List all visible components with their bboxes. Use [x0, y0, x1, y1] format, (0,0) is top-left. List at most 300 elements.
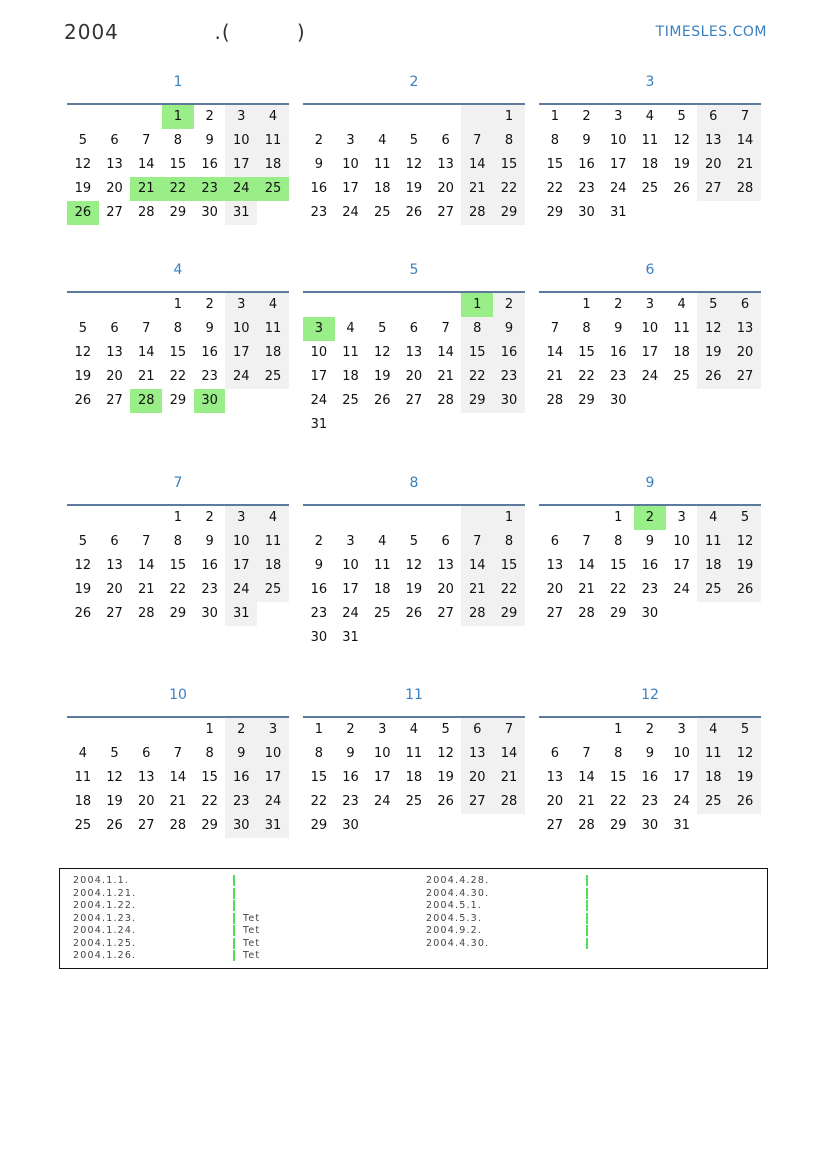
- day-cell[interactable]: 24: [225, 177, 257, 201]
- day-cell[interactable]: 25: [257, 177, 289, 201]
- day-cell[interactable]: 6: [550, 746, 559, 761]
- day-cell[interactable]: 16: [493, 341, 525, 365]
- day-cell[interactable]: 4: [257, 105, 289, 129]
- day-cell[interactable]: 3: [303, 317, 335, 341]
- day-cell[interactable]: 25: [405, 794, 423, 809]
- day-cell[interactable]: 23: [342, 794, 359, 809]
- day-cell[interactable]: 2: [634, 506, 666, 530]
- day-cell[interactable]: 25: [373, 606, 391, 621]
- day-cell[interactable]: 11: [257, 129, 289, 153]
- day-cell[interactable]: 15: [609, 770, 627, 785]
- day-cell[interactable]: 2: [205, 109, 214, 124]
- day-cell[interactable]: 30: [493, 389, 525, 413]
- day-cell[interactable]: 17: [310, 369, 328, 384]
- day-cell[interactable]: 20: [106, 582, 123, 597]
- day-cell[interactable]: 22: [493, 177, 525, 201]
- day-cell[interactable]: 22: [169, 582, 187, 597]
- day-cell[interactable]: 3: [346, 133, 355, 148]
- day-cell[interactable]: 29: [201, 818, 218, 833]
- day-cell[interactable]: 14: [137, 157, 155, 172]
- day-cell[interactable]: 9: [346, 746, 355, 761]
- day-cell[interactable]: 28: [546, 393, 564, 408]
- day-cell[interactable]: 18: [257, 341, 289, 365]
- day-cell[interactable]: 3: [677, 510, 686, 525]
- day-cell[interactable]: 10: [673, 534, 690, 549]
- day-cell[interactable]: 10: [673, 746, 690, 761]
- day-cell[interactable]: 27: [461, 790, 493, 814]
- day-cell[interactable]: 22: [162, 177, 194, 201]
- day-cell[interactable]: 20: [546, 794, 564, 809]
- day-cell[interactable]: 22: [310, 794, 328, 809]
- day-cell[interactable]: 20: [697, 153, 729, 177]
- day-cell[interactable]: 20: [437, 582, 454, 597]
- day-cell[interactable]: 24: [609, 181, 627, 196]
- day-cell[interactable]: 12: [729, 530, 761, 554]
- day-cell[interactable]: 13: [137, 770, 155, 785]
- day-cell[interactable]: 19: [373, 369, 391, 384]
- day-cell[interactable]: 3: [225, 506, 257, 530]
- day-cell[interactable]: 13: [437, 157, 454, 172]
- day-cell[interactable]: 31: [310, 417, 328, 432]
- day-cell[interactable]: 30: [578, 205, 595, 220]
- day-cell[interactable]: 13: [729, 317, 761, 341]
- day-cell[interactable]: 6: [441, 133, 450, 148]
- day-cell[interactable]: 21: [137, 582, 155, 597]
- day-cell[interactable]: 25: [257, 578, 289, 602]
- day-cell[interactable]: 21: [437, 369, 454, 384]
- day-cell[interactable]: 1: [173, 510, 183, 525]
- day-cell[interactable]: 12: [729, 742, 761, 766]
- day-cell[interactable]: 3: [225, 293, 257, 317]
- day-cell[interactable]: 10: [373, 746, 391, 761]
- day-cell[interactable]: 13: [461, 742, 493, 766]
- day-cell[interactable]: 13: [106, 345, 123, 360]
- day-cell[interactable]: 1: [614, 722, 623, 737]
- day-cell[interactable]: 15: [609, 558, 627, 573]
- day-cell[interactable]: 4: [257, 506, 289, 530]
- day-cell[interactable]: 7: [582, 746, 591, 761]
- day-cell[interactable]: 15: [578, 345, 595, 360]
- day-cell[interactable]: 5: [409, 534, 419, 549]
- day-cell[interactable]: 22: [546, 181, 564, 196]
- day-cell[interactable]: 28: [130, 389, 162, 413]
- day-cell[interactable]: 24: [673, 794, 690, 809]
- day-cell[interactable]: 28: [493, 790, 525, 814]
- day-cell[interactable]: 23: [310, 606, 328, 621]
- day-cell[interactable]: 20: [405, 369, 423, 384]
- day-cell[interactable]: 2: [205, 297, 214, 312]
- day-cell[interactable]: 19: [729, 554, 761, 578]
- day-cell[interactable]: 7: [550, 321, 559, 336]
- day-cell[interactable]: 2: [346, 722, 355, 737]
- day-cell[interactable]: 25: [641, 181, 659, 196]
- day-cell[interactable]: 11: [257, 317, 289, 341]
- day-cell[interactable]: 23: [225, 790, 257, 814]
- day-cell[interactable]: 19: [106, 794, 123, 809]
- day-cell[interactable]: 19: [697, 341, 729, 365]
- day-cell[interactable]: 3: [677, 722, 686, 737]
- day-cell[interactable]: 31: [609, 205, 627, 220]
- day-cell[interactable]: 4: [78, 746, 87, 761]
- day-cell[interactable]: 19: [74, 369, 92, 384]
- day-cell[interactable]: 2: [314, 133, 323, 148]
- day-cell[interactable]: 16: [201, 558, 218, 573]
- day-cell[interactable]: 16: [578, 157, 595, 172]
- day-cell[interactable]: 4: [346, 321, 355, 336]
- day-cell[interactable]: 27: [546, 606, 564, 621]
- day-cell[interactable]: 26: [697, 365, 729, 389]
- day-cell[interactable]: 19: [405, 582, 423, 597]
- day-cell[interactable]: 9: [205, 534, 214, 549]
- day-cell[interactable]: 10: [342, 558, 359, 573]
- day-cell[interactable]: 31: [257, 814, 289, 838]
- day-cell[interactable]: 28: [137, 205, 155, 220]
- day-cell[interactable]: 4: [697, 718, 729, 742]
- day-cell[interactable]: 5: [78, 534, 87, 549]
- day-cell[interactable]: 30: [201, 606, 218, 621]
- day-cell[interactable]: 26: [729, 790, 761, 814]
- day-cell[interactable]: 18: [641, 157, 659, 172]
- day-cell[interactable]: 14: [461, 153, 493, 177]
- day-cell[interactable]: 19: [405, 181, 423, 196]
- day-cell[interactable]: 1: [582, 297, 591, 312]
- day-cell[interactable]: 12: [437, 746, 454, 761]
- day-cell[interactable]: 8: [205, 746, 214, 761]
- day-cell[interactable]: 25: [74, 818, 92, 833]
- day-cell[interactable]: 10: [310, 345, 328, 360]
- day-cell[interactable]: 4: [378, 133, 387, 148]
- day-cell[interactable]: 1: [493, 506, 525, 530]
- day-cell[interactable]: 27: [106, 606, 123, 621]
- day-cell[interactable]: 5: [441, 722, 450, 737]
- day-cell[interactable]: 29: [609, 818, 627, 833]
- day-cell[interactable]: 17: [673, 558, 690, 573]
- day-cell[interactable]: 15: [169, 558, 187, 573]
- day-cell[interactable]: 6: [409, 321, 419, 336]
- day-cell[interactable]: 13: [546, 558, 564, 573]
- day-cell[interactable]: 6: [142, 746, 151, 761]
- day-cell[interactable]: 8: [582, 321, 591, 336]
- day-cell[interactable]: 14: [437, 345, 454, 360]
- day-cell[interactable]: 17: [641, 345, 659, 360]
- day-cell[interactable]: 16: [342, 770, 359, 785]
- day-cell[interactable]: 7: [441, 321, 450, 336]
- day-cell[interactable]: 26: [373, 393, 391, 408]
- day-cell[interactable]: 24: [257, 790, 289, 814]
- day-cell[interactable]: 18: [673, 345, 690, 360]
- day-cell[interactable]: 30: [641, 818, 659, 833]
- day-cell[interactable]: 3: [614, 109, 623, 124]
- day-cell[interactable]: 14: [578, 770, 595, 785]
- day-cell[interactable]: 6: [550, 534, 559, 549]
- day-cell[interactable]: 29: [546, 205, 564, 220]
- day-cell[interactable]: 1: [205, 722, 214, 737]
- day-cell[interactable]: 8: [614, 534, 623, 549]
- day-cell[interactable]: 7: [142, 321, 151, 336]
- day-cell[interactable]: 17: [225, 554, 257, 578]
- day-cell[interactable]: 2: [225, 718, 257, 742]
- day-cell[interactable]: 19: [673, 157, 690, 172]
- day-cell[interactable]: 14: [729, 129, 761, 153]
- day-cell[interactable]: 15: [493, 554, 525, 578]
- day-cell[interactable]: 21: [729, 153, 761, 177]
- day-cell[interactable]: 16: [310, 582, 328, 597]
- day-cell[interactable]: 11: [373, 558, 391, 573]
- day-cell[interactable]: 12: [373, 345, 391, 360]
- day-cell[interactable]: 9: [225, 742, 257, 766]
- day-cell[interactable]: 9: [493, 317, 525, 341]
- day-cell[interactable]: 8: [173, 534, 183, 549]
- day-cell[interactable]: 26: [74, 393, 92, 408]
- day-cell[interactable]: 5: [677, 109, 686, 124]
- day-cell[interactable]: 29: [609, 606, 627, 621]
- day-cell[interactable]: 28: [578, 606, 595, 621]
- day-cell[interactable]: 19: [74, 582, 92, 597]
- day-cell[interactable]: 4: [378, 534, 387, 549]
- day-cell[interactable]: 6: [110, 534, 119, 549]
- day-cell[interactable]: 21: [137, 369, 155, 384]
- day-cell[interactable]: 21: [461, 578, 493, 602]
- day-cell[interactable]: 25: [697, 578, 729, 602]
- day-cell[interactable]: 9: [205, 133, 214, 148]
- day-cell[interactable]: 9: [314, 157, 323, 172]
- day-cell[interactable]: 14: [137, 345, 155, 360]
- day-cell[interactable]: 27: [437, 205, 454, 220]
- day-cell[interactable]: 1: [550, 109, 559, 124]
- day-cell[interactable]: 22: [169, 369, 187, 384]
- day-cell[interactable]: 11: [641, 133, 659, 148]
- day-cell[interactable]: 29: [578, 393, 595, 408]
- day-cell[interactable]: 30: [310, 630, 328, 645]
- day-cell[interactable]: 30: [194, 389, 226, 413]
- day-cell[interactable]: 21: [461, 177, 493, 201]
- day-cell[interactable]: 12: [405, 558, 423, 573]
- day-cell[interactable]: 29: [169, 205, 187, 220]
- day-cell[interactable]: 27: [106, 205, 123, 220]
- day-cell[interactable]: 23: [201, 369, 218, 384]
- day-cell[interactable]: 13: [437, 558, 454, 573]
- day-cell[interactable]: 16: [641, 770, 659, 785]
- day-cell[interactable]: 24: [310, 393, 328, 408]
- day-cell[interactable]: 18: [373, 582, 391, 597]
- day-cell[interactable]: 29: [461, 389, 493, 413]
- day-cell[interactable]: 15: [461, 341, 493, 365]
- day-cell[interactable]: 15: [546, 157, 564, 172]
- day-cell[interactable]: 26: [67, 201, 99, 225]
- day-cell[interactable]: 11: [697, 530, 729, 554]
- day-cell[interactable]: 3: [257, 718, 289, 742]
- day-cell[interactable]: 20: [461, 766, 493, 790]
- day-cell[interactable]: 7: [173, 746, 183, 761]
- day-cell[interactable]: 4: [645, 109, 655, 124]
- day-cell[interactable]: 11: [673, 321, 690, 336]
- day-cell[interactable]: 5: [78, 133, 87, 148]
- day-cell[interactable]: 19: [729, 766, 761, 790]
- day-cell[interactable]: 11: [373, 157, 391, 172]
- day-cell[interactable]: 11: [74, 770, 92, 785]
- day-cell[interactable]: 5: [729, 718, 761, 742]
- day-cell[interactable]: 8: [493, 129, 525, 153]
- day-cell[interactable]: 11: [257, 530, 289, 554]
- day-cell[interactable]: 20: [437, 181, 454, 196]
- day-cell[interactable]: 8: [461, 317, 493, 341]
- day-cell[interactable]: 7: [142, 534, 151, 549]
- day-cell[interactable]: 21: [130, 177, 162, 201]
- day-cell[interactable]: 9: [614, 321, 623, 336]
- day-cell[interactable]: 24: [225, 578, 257, 602]
- day-cell[interactable]: 22: [493, 578, 525, 602]
- day-cell[interactable]: 16: [641, 558, 659, 573]
- day-cell[interactable]: 17: [673, 770, 690, 785]
- day-cell[interactable]: 21: [578, 582, 595, 597]
- day-cell[interactable]: 23: [310, 205, 328, 220]
- day-cell[interactable]: 1: [314, 722, 323, 737]
- day-cell[interactable]: 28: [461, 201, 493, 225]
- day-cell[interactable]: 26: [437, 794, 454, 809]
- day-cell[interactable]: 25: [697, 790, 729, 814]
- day-cell[interactable]: 20: [106, 369, 123, 384]
- day-cell[interactable]: 27: [697, 177, 729, 201]
- day-cell[interactable]: 17: [373, 770, 391, 785]
- day-cell[interactable]: 9: [205, 321, 214, 336]
- day-cell[interactable]: 20: [729, 341, 761, 365]
- day-cell[interactable]: 16: [310, 181, 328, 196]
- day-cell[interactable]: 10: [257, 742, 289, 766]
- day-cell[interactable]: 30: [342, 818, 359, 833]
- day-cell[interactable]: 26: [729, 578, 761, 602]
- day-cell[interactable]: 12: [74, 345, 92, 360]
- day-cell[interactable]: 25: [257, 365, 289, 389]
- day-cell[interactable]: 18: [373, 181, 391, 196]
- day-cell[interactable]: 12: [74, 558, 92, 573]
- day-cell[interactable]: 21: [546, 369, 564, 384]
- day-cell[interactable]: 28: [169, 818, 187, 833]
- day-cell[interactable]: 28: [729, 177, 761, 201]
- day-cell[interactable]: 13: [405, 345, 423, 360]
- day-cell[interactable]: 8: [493, 530, 525, 554]
- day-cell[interactable]: 28: [437, 393, 454, 408]
- day-cell[interactable]: 4: [409, 722, 419, 737]
- day-cell[interactable]: 23: [194, 177, 226, 201]
- day-cell[interactable]: 18: [74, 794, 92, 809]
- day-cell[interactable]: 14: [546, 345, 564, 360]
- day-cell[interactable]: 18: [257, 153, 289, 177]
- day-cell[interactable]: 25: [342, 393, 359, 408]
- day-cell[interactable]: 3: [225, 105, 257, 129]
- day-cell[interactable]: 9: [582, 133, 591, 148]
- day-cell[interactable]: 19: [74, 181, 92, 196]
- day-cell[interactable]: 10: [225, 317, 257, 341]
- day-cell[interactable]: 5: [409, 133, 419, 148]
- day-cell[interactable]: 30: [641, 606, 659, 621]
- day-cell[interactable]: 7: [729, 105, 761, 129]
- day-cell[interactable]: 7: [142, 133, 151, 148]
- day-cell[interactable]: 29: [493, 201, 525, 225]
- day-cell[interactable]: 7: [461, 530, 493, 554]
- day-cell[interactable]: 5: [78, 321, 87, 336]
- day-cell[interactable]: 13: [106, 157, 123, 172]
- day-cell[interactable]: 12: [74, 157, 92, 172]
- day-cell[interactable]: 3: [346, 534, 355, 549]
- day-cell[interactable]: 16: [225, 766, 257, 790]
- day-cell[interactable]: 1: [493, 105, 525, 129]
- day-cell[interactable]: 23: [201, 582, 218, 597]
- day-cell[interactable]: 8: [550, 133, 559, 148]
- day-cell[interactable]: 24: [225, 365, 257, 389]
- day-cell[interactable]: 31: [225, 602, 257, 626]
- day-cell[interactable]: 4: [677, 297, 686, 312]
- day-cell[interactable]: 5: [729, 506, 761, 530]
- day-cell[interactable]: 14: [493, 742, 525, 766]
- day-cell[interactable]: 6: [461, 718, 493, 742]
- day-cell[interactable]: 17: [257, 766, 289, 790]
- day-cell[interactable]: 28: [578, 818, 595, 833]
- day-cell[interactable]: 10: [609, 133, 627, 148]
- day-cell[interactable]: 23: [641, 794, 659, 809]
- day-cell[interactable]: 14: [137, 558, 155, 573]
- day-cell[interactable]: 22: [609, 794, 627, 809]
- day-cell[interactable]: 8: [173, 133, 183, 148]
- day-cell[interactable]: 18: [697, 766, 729, 790]
- day-cell[interactable]: 7: [461, 129, 493, 153]
- day-cell[interactable]: 17: [225, 341, 257, 365]
- day-cell[interactable]: 11: [342, 345, 359, 360]
- day-cell[interactable]: 27: [437, 606, 454, 621]
- day-cell[interactable]: 18: [257, 554, 289, 578]
- day-cell[interactable]: 23: [578, 181, 595, 196]
- day-cell[interactable]: 2: [205, 510, 214, 525]
- day-cell[interactable]: 14: [578, 558, 595, 573]
- day-cell[interactable]: 26: [673, 181, 690, 196]
- day-cell[interactable]: 7: [582, 534, 591, 549]
- day-cell[interactable]: 26: [405, 205, 423, 220]
- day-cell[interactable]: 24: [342, 205, 359, 220]
- day-cell[interactable]: 27: [405, 393, 423, 408]
- day-cell[interactable]: 1: [162, 105, 194, 129]
- day-cell[interactable]: 2: [493, 293, 525, 317]
- day-cell[interactable]: 26: [106, 818, 123, 833]
- day-cell[interactable]: 28: [461, 602, 493, 626]
- day-cell[interactable]: 3: [378, 722, 387, 737]
- day-cell[interactable]: 31: [342, 630, 359, 645]
- day-cell[interactable]: 6: [441, 534, 450, 549]
- day-cell[interactable]: 5: [697, 293, 729, 317]
- day-cell[interactable]: 10: [342, 157, 359, 172]
- day-cell[interactable]: 15: [201, 770, 218, 785]
- day-cell[interactable]: 20: [546, 582, 564, 597]
- day-cell[interactable]: 10: [225, 530, 257, 554]
- day-cell[interactable]: 16: [609, 345, 627, 360]
- day-cell[interactable]: 16: [201, 157, 218, 172]
- day-cell[interactable]: 24: [373, 794, 391, 809]
- day-cell[interactable]: 5: [378, 321, 387, 336]
- day-cell[interactable]: 21: [493, 766, 525, 790]
- day-cell[interactable]: 9: [645, 534, 655, 549]
- day-cell[interactable]: 15: [493, 153, 525, 177]
- day-cell[interactable]: 17: [342, 582, 359, 597]
- day-cell[interactable]: 14: [169, 770, 187, 785]
- day-cell[interactable]: 24: [342, 606, 359, 621]
- day-cell[interactable]: 6: [697, 105, 729, 129]
- day-cell[interactable]: 16: [201, 345, 218, 360]
- day-cell[interactable]: 29: [310, 818, 328, 833]
- day-cell[interactable]: 29: [169, 393, 187, 408]
- day-cell[interactable]: 27: [546, 818, 564, 833]
- day-cell[interactable]: 1: [173, 297, 183, 312]
- day-cell[interactable]: 2: [614, 297, 623, 312]
- day-cell[interactable]: 10: [225, 129, 257, 153]
- day-cell[interactable]: 20: [137, 794, 155, 809]
